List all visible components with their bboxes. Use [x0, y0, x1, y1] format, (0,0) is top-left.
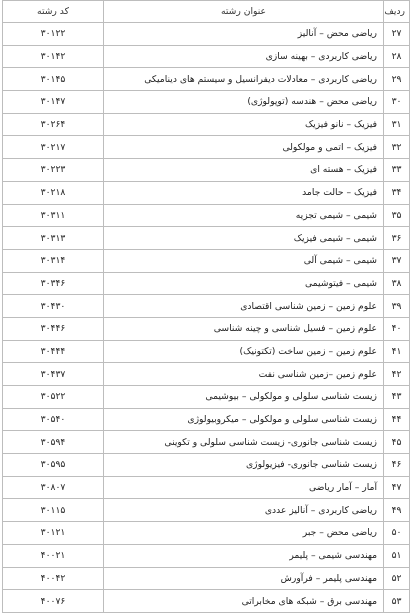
row-code: ۳۰۱۴۷ [3, 91, 104, 114]
row-code: ۳۰۴۳۷ [3, 363, 104, 386]
table-row [3, 272, 410, 295]
row-index: ۴۲ [384, 363, 410, 386]
row-code: ۳۰۲۶۴ [3, 113, 104, 136]
row-title: مهندسی شیمی – پلیمر [104, 544, 384, 567]
table-row [3, 340, 410, 363]
row-index: ۳۹ [384, 295, 410, 318]
row-index: ۵۲ [384, 567, 410, 590]
row-index: ۳۳ [384, 159, 410, 182]
row-title: ریاضی کاربردی – بهینه سازی [104, 45, 384, 68]
table-row [3, 499, 410, 522]
table-row [3, 181, 410, 204]
row-index: ۳۰ [384, 91, 410, 114]
row-index: ۵۰ [384, 522, 410, 545]
table-row [3, 295, 410, 318]
row-title: شیمی – فیتوشیمی [104, 272, 384, 295]
table-row [3, 317, 410, 340]
table-row [3, 227, 410, 250]
row-code: ۳۰۱۴۵ [3, 68, 104, 91]
table-row [3, 590, 410, 613]
table-row [3, 363, 410, 386]
row-title: ریاضی محض – جبر [104, 522, 384, 545]
row-index: ۳۵ [384, 204, 410, 227]
table-row [3, 522, 410, 545]
row-index: ۳۶ [384, 227, 410, 250]
row-index: ۲۷ [384, 23, 410, 46]
row-title: شیمی – شیمی تجزیه [104, 204, 384, 227]
row-title: علوم زمین – فسیل شناسی و چینه شناسی [104, 317, 384, 340]
row-code: ۳۰۵۴۰ [3, 408, 104, 431]
table-row [3, 159, 410, 182]
row-index: ۴۴ [384, 408, 410, 431]
table-row [3, 45, 410, 68]
row-index: ۴۰ [384, 317, 410, 340]
table-row [3, 113, 410, 136]
table-row [3, 136, 410, 159]
row-title: ریاضی محض – آنالیز [104, 23, 384, 46]
table-row [3, 386, 410, 409]
row-title: مهندسی برق – شبکه های مخابراتی [104, 590, 384, 613]
row-code: ۳۰۳۱۴ [3, 249, 104, 272]
row-index: ۵۱ [384, 544, 410, 567]
row-title: علوم زمین – زمین شناسی اقتصادی [104, 295, 384, 318]
row-code: ۳۰۲۱۷ [3, 136, 104, 159]
row-code: ۳۰۱۲۱ [3, 522, 104, 545]
row-title: ریاضی کاربردی – آنالیز عددی [104, 499, 384, 522]
table-row [3, 544, 410, 567]
row-title: ریاضی محض – هندسه (توپولوژی) [104, 91, 384, 114]
table-row [3, 408, 410, 431]
row-code: ۳۰۵۹۵ [3, 454, 104, 477]
header-row [3, 1, 410, 23]
row-code: ۳۰۴۳۰ [3, 295, 104, 318]
row-title: شیمی – شیمی آلی [104, 249, 384, 272]
table-row [3, 454, 410, 477]
row-index: ۲۹ [384, 68, 410, 91]
header-index: ردیف [384, 1, 410, 23]
row-index: ۳۲ [384, 136, 410, 159]
header-code: کد رشته [3, 1, 104, 23]
table-row [3, 567, 410, 590]
table-row [3, 91, 410, 114]
row-code: ۳۰۲۲۳ [3, 159, 104, 182]
majors-table [2, 0, 410, 613]
row-code: ۳۰۵۹۴ [3, 431, 104, 454]
row-title: فیزیک – حالت جامد [104, 181, 384, 204]
row-index: ۳۸ [384, 272, 410, 295]
table-row [3, 23, 410, 46]
row-title: آمار – آمار ریاضی [104, 476, 384, 499]
row-index: ۴۷ [384, 476, 410, 499]
row-title: زیست شناسی سلولی و مولکولی – بیوشیمی [104, 386, 384, 409]
row-title: مهندسی پلیمر – فرآورش [104, 567, 384, 590]
row-index: ۳۴ [384, 181, 410, 204]
row-index: ۴۵ [384, 431, 410, 454]
row-title: شیمی – شیمی فیزیک [104, 227, 384, 250]
row-title: فیزیک – هسته ای [104, 159, 384, 182]
row-index: ۲۸ [384, 45, 410, 68]
row-index: ۴۶ [384, 454, 410, 477]
row-index: ۴۱ [384, 340, 410, 363]
row-title: زیست شناسی سلولی و مولکولی – میکروبیولوژی [104, 408, 384, 431]
row-title: ریاضی کاربردی – معادلات دیفرانسیل و سیستم های دینامیکی [104, 68, 384, 91]
row-index: ۵۳ [384, 590, 410, 613]
row-code: ۳۰۴۴۶ [3, 317, 104, 340]
row-title: علوم زمین –زمین شناسی نفت [104, 363, 384, 386]
row-title: زیست شناسی جانوری- زیست شناسی سلولی و تکوینی [104, 431, 384, 454]
table-row [3, 249, 410, 272]
row-code: ۳۰۸۰۷ [3, 476, 104, 499]
row-title: زیست شناسی جانوری- فیزیولوژی [104, 454, 384, 477]
row-code: ۳۰۳۱۱ [3, 204, 104, 227]
row-index: ۴۹ [384, 499, 410, 522]
row-code: ۳۰۴۴۴ [3, 340, 104, 363]
row-code: ۴۰۰۷۶ [3, 590, 104, 613]
table-row [3, 431, 410, 454]
row-code: ۴۰۰۴۲ [3, 567, 104, 590]
row-index: ۳۱ [384, 113, 410, 136]
table-row [3, 68, 410, 91]
row-code: ۴۰۰۲۱ [3, 544, 104, 567]
row-code: ۳۰۳۴۶ [3, 272, 104, 295]
row-index: ۴۳ [384, 386, 410, 409]
row-code: ۳۰۲۱۸ [3, 181, 104, 204]
table-row [3, 204, 410, 227]
row-code: ۳۰۳۱۳ [3, 227, 104, 250]
row-title: علوم زمین – زمین ساخت (تکتونیک) [104, 340, 384, 363]
row-code: ۳۰۱۴۲ [3, 45, 104, 68]
header-title: عنوان رشته [104, 1, 384, 23]
row-title: فیزیک – نانو فیزیک [104, 113, 384, 136]
row-code: ۳۰۵۲۲ [3, 386, 104, 409]
row-code: ۳۰۱۲۲ [3, 23, 104, 46]
row-title: فیزیک – اتمی و مولکولی [104, 136, 384, 159]
table-row [3, 476, 410, 499]
row-index: ۳۷ [384, 249, 410, 272]
row-code: ۳۰۱۱۵ [3, 499, 104, 522]
